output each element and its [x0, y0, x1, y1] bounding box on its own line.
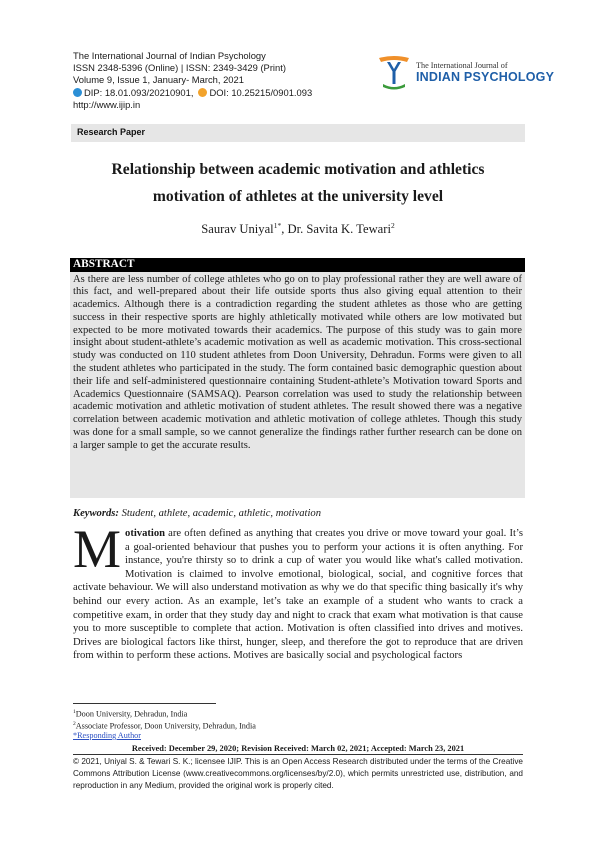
author-1-sup: 1* [273, 221, 282, 230]
footnote-divider [73, 703, 216, 704]
author-1: Saurav Uniyal [201, 222, 274, 237]
doi-link[interactable]: DOI: 10.25215/0901.093 [209, 86, 313, 98]
abstract-heading: ABSTRACT [73, 258, 135, 270]
title-line-2: motivation of athletes at the university level [152, 188, 444, 205]
author-2-sup: 2 [390, 221, 395, 230]
body-paragraph: are often defined as anything that creates you drive or move toward your goal. It’s a goal-oriented behaviour that pushes you to perform your actions it is often anything. For instance, you're thirsty so to drink a cup of water you would like what's called motivation. Motivation is claimed to involve emotional, biological, social, and cognitive forces that activate behaviour. We will also understand motivation as why we do that specific thing basically it's why behind our every action. As an example, let’s take an example of a student who wants to crack a competitive exam, in order that they study day and night to crack that exam what motivation is that cause you to more susceptible to complete that action. Motivation is often classified into drives and motives. Drives are biological factors like thirst, hunger, sleep, and therefore the got to reproduce that are driven from within to perform these actions. Motives are basically social and psychological factors [73, 528, 523, 662]
responding-author-link[interactable]: *Responding Author [73, 731, 142, 740]
author-separator: , [281, 222, 288, 237]
keywords-text: Student, athlete, academic, athletic, motivation [121, 508, 322, 519]
dip-icon [73, 88, 82, 97]
abstract-box [70, 272, 525, 498]
journal-name: The International Journal of Indian Psychology [73, 50, 266, 61]
footnote-2-text: Associate Professor, Doon University, Dehradun, India [75, 721, 256, 731]
footnote-1-text: Doon University, Dehradun, India [75, 709, 188, 719]
footnote-2-sup: 2 [73, 721, 76, 727]
body-lead-word: otivation [125, 528, 166, 539]
article-type-bar [71, 124, 525, 142]
keywords-label: Keywords: [73, 508, 119, 519]
drop-cap: M [73, 519, 122, 579]
logo-emblem-icon [373, 50, 415, 92]
issn: ISSN 2348-5396 (Online) | ISSN: 2349-3429 (Print) [73, 62, 286, 74]
logo-text-line1: The International Journal of [416, 61, 508, 70]
received-dates: Received: December 29, 2020; Revision Received: March 02, 2021; Accepted: March 23, 2021 [131, 744, 465, 753]
journal-logo [373, 50, 555, 92]
authors [73, 221, 523, 237]
copyright-notice: © 2021, Uniyal S. & Tewari S. K.; licensee IJIP. This is an Open Access Research distributed under the terms of the Creative Commons Attribution License (www.creativecommons.org/licenses/by/2.0), which permits unrestricted use, distribution, and reproduction in any Medium, provided the original work is properly cited. [73, 757, 523, 791]
author-2: Dr. Savita K. Tewari [287, 222, 391, 237]
body-text [73, 519, 523, 663]
journal-url[interactable]: http://www.ijip.in [73, 98, 141, 110]
volume-issue: Volume 9, Issue 1, January- March, 2021 [73, 74, 244, 86]
article-type-label: Research Paper [77, 127, 146, 137]
footnote-1-sup: 1 [73, 709, 76, 715]
doi-row [73, 87, 312, 99]
logo-text-line2: INDIAN PSYCHOLOGY [416, 70, 555, 84]
journal-header [73, 50, 312, 111]
received-divider [73, 754, 523, 755]
abstract-heading-bar [70, 258, 525, 272]
responding-author [73, 731, 141, 741]
doi-icon [198, 88, 207, 97]
keywords [73, 508, 321, 519]
title-line-1: Relationship between academic motivation and athletics [111, 161, 485, 178]
paper-title [73, 156, 523, 210]
abstract-text: As there are less number of college athletes who go on to play professional rather they are well aware of this fact, and well-prepared about their life outside sports thus also giving equal attention to their academics. Although there is a contradiction regarding the student athletes as those who are getting success in their respective sports are highly athletically motivated while others are low motivated but expected to be more motivated towards their academics. The purpose of this study was to gain more insight about student-athlete’s academic motivation as well as academic motivation. This cross-sectional study was conducted on 110 student athletes from Doon University, Dehradun. Forms were given to all the student athletes who participated in the study. The form contained basic demographic question about their life and self-administered questionnaire containing Student-athlete’s Motivation toward Sports and Academics Questionnaire (SAMSAQ). Pearson correlation was used to study the relationship between academic motivation and athletic motivation of student athletes. The result showed there was a negative correlation between academic motivation and athletic motivation of college athletes. Though this study was done for a small sample, so we cannot generalize the findings rather further research can be done on a larger sample to get the accurate results. [73, 273, 522, 451]
dip-text: DIP: 18.01.093/20210901, [84, 86, 194, 98]
